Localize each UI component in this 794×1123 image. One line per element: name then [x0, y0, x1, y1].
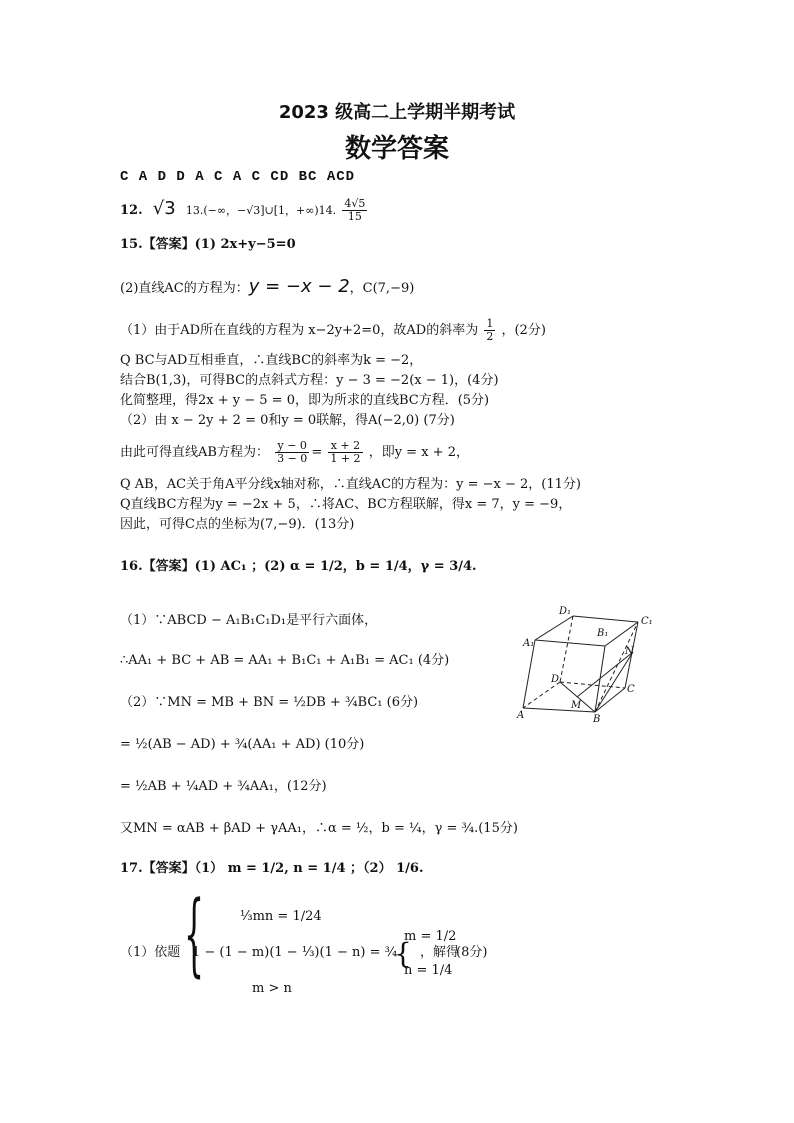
q16-step-6: 又MN = αAB + βAD + γAA₁，∴α = ½，b = ¼，γ = ¾.(15分) — [120, 821, 518, 836]
q15-part2-answer: (2)直线AC的方程为：y = −x − 2，C(7,−9) — [120, 276, 415, 297]
q15-step-2: Q BC与AD互相垂直，∴直线BC的斜率为k = −2， — [120, 353, 423, 368]
multiple-choice-answers: C A D D A C A C CD BC ACD — [120, 169, 356, 185]
answer-14-fraction: $\frac{4√5}{15}$ — [344, 197, 366, 223]
q15-step-5: （2）由 x − 2y + 2 = 0和y = 0联解，得A(−2,0) (7分) — [120, 413, 455, 428]
q17-points: (8分) — [456, 945, 488, 960]
q16-step-3: （2）∵MN = MB + BN = ½DB + ¾BC₁ (6分) — [120, 695, 419, 710]
label-A: A — [517, 710, 525, 721]
label-B: B — [593, 714, 601, 722]
parallelepiped-figure — [515, 602, 660, 722]
q17-equation-3: m > n — [252, 981, 292, 996]
q15-step-3: 结合B(1,3)，可得BC的点斜式方程：y − 3 = −2(x − 1)，(4分) — [120, 373, 499, 388]
q15-step-7: Q AB，AC关于角A平分线x轴对称，∴直线AC的方程为：y = −x − 2，(11分) — [120, 477, 581, 492]
label-C: C — [627, 684, 635, 695]
q17-solution-m: m = 1/2 — [404, 929, 457, 944]
label-D1: D₁ — [559, 606, 572, 617]
q16-step-2: ∴AA₁ + BC + AB = AA₁ + B₁C₁ + A₁B₁ = AC₁ (4分) — [120, 653, 450, 668]
label-N: N — [625, 646, 634, 657]
q15-answer-header: 15.【答案】(1) 2x+y−5=0 — [120, 237, 296, 252]
q16-answer-header: 16.【答案】(1) AC₁ ；(2) α = 1/2，b = 1/4，γ = 3/4. — [120, 559, 477, 574]
q16-step-5: = ½AB + ¼AD + ¾AA₁，(12分) — [120, 779, 327, 794]
q15-step-6: 由此可得直线AB方程为： $\frac{y - 0}{3 - 0}$ = $\frac{x + 2}{1 + 2}$ ，即y = x + 2， — [120, 439, 469, 465]
q17-equation-2: 1 − (1 − m)(1 − ⅓)(1 − n) = ¾ — [192, 945, 398, 960]
label-C1: C₁ — [641, 616, 653, 627]
q17-answer-header: 17.【答案】（1） m = 1/2, n = 1/4 ；（2） 1/6. — [120, 861, 424, 876]
q15-step-9: 因此，可得C点的坐标为(7,−9)．(13分) — [120, 517, 355, 532]
q15-step-4: 化简整理，得2x + y − 5 = 0，即为所求的直线BC方程．(5分) — [120, 393, 490, 408]
label-D: D — [551, 674, 560, 685]
document-subtitle: 数学答案 — [344, 134, 449, 164]
q15-step-8: Q直线BC方程为y = −2x + 5，∴将AC、BC方程联解，得x = 7，y = −9， — [120, 497, 572, 512]
label-M: M — [571, 700, 582, 711]
q15-step-1: （1）由于AD所在直线的方程为 x−2y+2=0，故AD的斜率为 $\frac{1}{2}$ ，(2分) — [120, 317, 546, 343]
q17-equation-1: ⅓mn = 1/24 — [240, 909, 322, 924]
left-brace: { — [184, 882, 205, 987]
right-brace: { — [394, 937, 412, 970]
q16-step-1: （1）∵ABCD − A₁B₁C₁D₁是平行六面体， — [120, 613, 378, 628]
label-A1: A₁ — [523, 638, 535, 649]
exam-title: 2023 级高二上学期半期考试 — [278, 102, 516, 123]
q17-step-label: （1）依题 — [120, 945, 181, 960]
q17-solve-label: ，解得 — [420, 945, 460, 960]
answers-12-14: 12. √3 13.(−∞，−√3]∪[1，+∞)14. $\frac{4√5}{15}$ — [120, 197, 366, 223]
q16-step-4: = ½(AB − AD) + ¾(AA₁ + AD) (10分) — [120, 737, 365, 752]
label-B1: B₁ — [597, 628, 609, 639]
q17-solution-n: n = 1/4 — [404, 963, 453, 978]
